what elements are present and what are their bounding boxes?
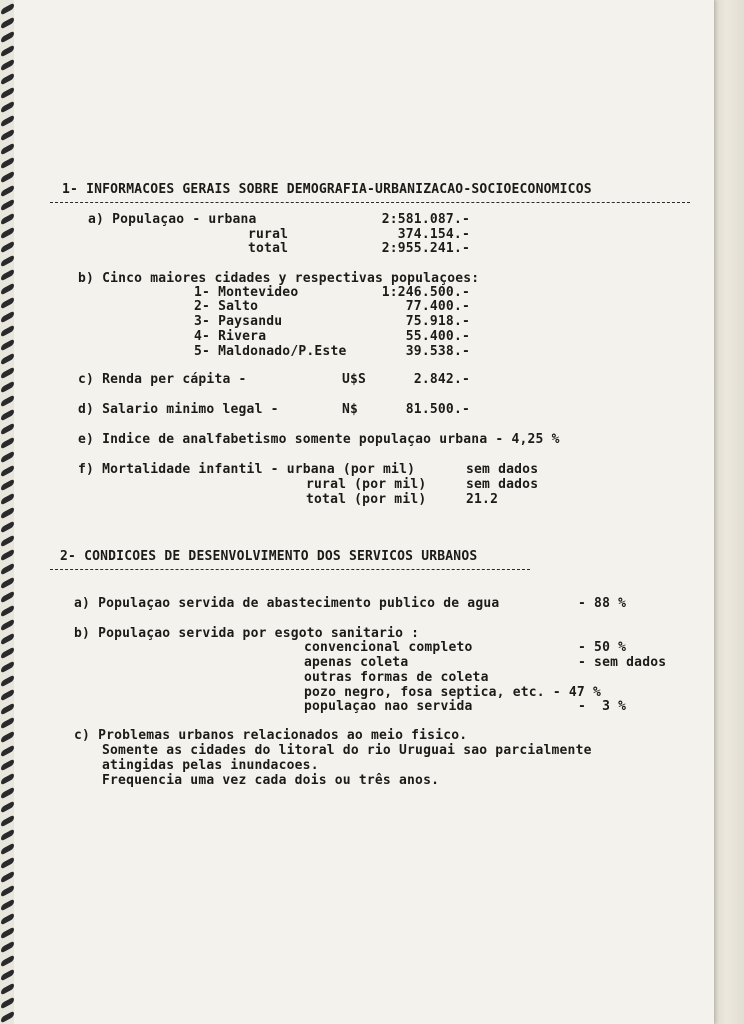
esgoto-item-label: apenas coleta xyxy=(304,655,409,670)
salario-currency: N$ xyxy=(342,402,359,417)
binding-coil xyxy=(1,535,14,548)
section2-divider xyxy=(50,569,530,570)
city-value: 77.400.- xyxy=(405,299,470,314)
problemas-line: Somente as cidades do litoral do rio Uruguai sao parcialmente xyxy=(102,743,592,758)
binding-coil xyxy=(1,73,14,86)
binding-coil xyxy=(1,479,14,492)
section1-divider xyxy=(50,202,690,203)
binding-coil xyxy=(1,871,14,884)
binding-coil xyxy=(1,143,14,156)
binding-coil xyxy=(1,563,14,576)
binding-coil xyxy=(1,815,14,828)
esgoto-item-label: convencional completo xyxy=(304,640,473,655)
binding-coil xyxy=(1,787,14,800)
binding-coil xyxy=(1,31,14,44)
binding-coil xyxy=(1,577,14,590)
problemas-line: c) Problemas urbanos relacionados ao meio fisico. xyxy=(74,728,468,743)
city-name: 4- Rivera xyxy=(194,329,267,344)
mortalidade-label: f) Mortalidade infantil - urbana (por mil) xyxy=(78,462,416,477)
binding-coil xyxy=(1,773,14,786)
section1-title: 1- INFORMACOES GERAIS SOBRE DEMOGRAFIA-URBANIZACAO-SOCIOECONOMICOS xyxy=(62,182,592,197)
binding-coil xyxy=(1,759,14,772)
binding-coil xyxy=(1,423,14,436)
mortalidade-rural-value: sem dados xyxy=(466,477,539,492)
section2-title: 2- CONDICOES DE DESENVOLVIMENTO DOS SERVICOS URBANOS xyxy=(60,549,478,564)
binding-coil xyxy=(1,171,14,184)
city-value: 75.918.- xyxy=(405,314,470,329)
esgoto-item-label: outras formas de coleta xyxy=(304,670,489,685)
mortalidade-urbana-value: sem dados xyxy=(466,462,539,477)
binding-coil xyxy=(1,241,14,254)
binding-coil xyxy=(1,101,14,114)
renda-label: c) Renda per cápita - xyxy=(78,372,247,387)
pop-rural-value: 374.154.- xyxy=(397,227,470,242)
binding-coil xyxy=(1,437,14,450)
binding-coil xyxy=(1,997,14,1010)
binding-coil xyxy=(1,941,14,954)
binding-coil xyxy=(1,451,14,464)
binding-coil xyxy=(1,199,14,212)
binding-coil xyxy=(1,745,14,758)
binding-coil xyxy=(1,857,14,870)
pop-rural-label: rural xyxy=(248,227,289,242)
binding-coil xyxy=(1,885,14,898)
city-name: 5- Maldonado/P.Este xyxy=(194,344,347,359)
binding-coil xyxy=(1,633,14,646)
renda-value: 2.842.- xyxy=(413,372,470,387)
city-name: 2- Salto xyxy=(194,299,259,314)
binding-coil xyxy=(1,955,14,968)
agua-label: a) Populaçao servida de abastecimento publico de agua xyxy=(74,596,500,611)
binding-coil xyxy=(1,521,14,534)
binding-coil xyxy=(1,87,14,100)
analfabetismo-line: e) Indice de analfabetismo somente populaçao urbana - 4,25 % xyxy=(78,432,560,447)
binding-coil xyxy=(1,703,14,716)
mortalidade-total-label: total (por mil) xyxy=(306,492,427,507)
binding-coil xyxy=(1,647,14,660)
binding-coil xyxy=(1,983,14,996)
salario-value: 81.500.- xyxy=(405,402,470,417)
binding-coil xyxy=(1,661,14,674)
page-stack-edge xyxy=(714,0,744,1024)
binding-coil xyxy=(1,395,14,408)
esgoto-item-value: - 50 % xyxy=(578,640,627,655)
binding-coil xyxy=(1,493,14,506)
binding-coil xyxy=(1,1011,14,1024)
binding-coil xyxy=(1,731,14,744)
binding-coil xyxy=(1,381,14,394)
binding-coil xyxy=(1,185,14,198)
binding-coil xyxy=(1,465,14,478)
cities-label: b) Cinco maiores cidades y respectivas populaçoes: xyxy=(78,271,480,286)
binding-coil xyxy=(1,829,14,842)
mortalidade-total-value: 21.2 xyxy=(466,492,499,507)
binding-coil xyxy=(1,717,14,730)
binding-coil xyxy=(1,213,14,226)
esgoto-item-label: populaçao nao servida xyxy=(304,699,473,714)
binding-coil xyxy=(1,269,14,282)
binding-coil xyxy=(1,255,14,268)
binding-coil xyxy=(1,675,14,688)
binding-coil xyxy=(1,311,14,324)
agua-value: - 88 % xyxy=(578,596,627,611)
binding-coil xyxy=(1,227,14,240)
binding-coil xyxy=(1,115,14,128)
city-value: 1:246.500.- xyxy=(381,285,470,300)
binding-coil xyxy=(1,59,14,72)
binding-coil xyxy=(1,969,14,982)
binding-coil xyxy=(1,843,14,856)
binding-coil xyxy=(1,297,14,310)
binding-coil xyxy=(1,325,14,338)
mortalidade-rural-label: rural (por mil) xyxy=(306,477,427,492)
esgoto-item-value: - sem dados xyxy=(578,655,667,670)
binding-coil xyxy=(1,283,14,296)
pop-label: a) Populaçao - urbana xyxy=(88,212,257,227)
binding-coil xyxy=(1,801,14,814)
binding-coil xyxy=(1,689,14,702)
pop-total-value: 2:955.241.- xyxy=(381,241,470,256)
esgoto-item-label: pozo negro, fosa septica, etc. - 47 % xyxy=(304,685,601,700)
city-name: 3- Paysandu xyxy=(194,314,283,329)
pop-total-label: total xyxy=(248,241,289,256)
binding-coil xyxy=(1,367,14,380)
binding-coil xyxy=(1,605,14,618)
city-value: 55.400.- xyxy=(405,329,470,344)
spiral-binding xyxy=(0,0,16,1024)
problemas-line: atingidas pelas inundacoes. xyxy=(102,758,319,773)
binding-coil xyxy=(1,927,14,940)
binding-coil xyxy=(1,157,14,170)
esgoto-label: b) Populaçao servida por esgoto sanitario : xyxy=(74,626,420,641)
pop-urbana-value: 2:581.087.- xyxy=(381,212,470,227)
binding-coil xyxy=(1,899,14,912)
salario-label: d) Salario minimo legal - xyxy=(78,402,279,417)
document-page xyxy=(14,0,714,1024)
binding-coil xyxy=(1,409,14,422)
binding-coil xyxy=(1,129,14,142)
problemas-line: Frequencia uma vez cada dois ou três anos. xyxy=(102,773,440,788)
esgoto-item-value: - 3 % xyxy=(578,699,627,714)
binding-coil xyxy=(1,3,14,16)
binding-coil xyxy=(1,619,14,632)
binding-coil xyxy=(1,549,14,562)
binding-coil xyxy=(1,507,14,520)
renda-currency: U$S xyxy=(342,372,367,387)
city-value: 39.538.- xyxy=(405,344,470,359)
binding-coil xyxy=(1,591,14,604)
binding-coil xyxy=(1,45,14,58)
binding-coil xyxy=(1,339,14,352)
binding-coil xyxy=(1,913,14,926)
binding-coil xyxy=(1,17,14,30)
binding-coil xyxy=(1,353,14,366)
city-name: 1- Montevideo xyxy=(194,285,299,300)
